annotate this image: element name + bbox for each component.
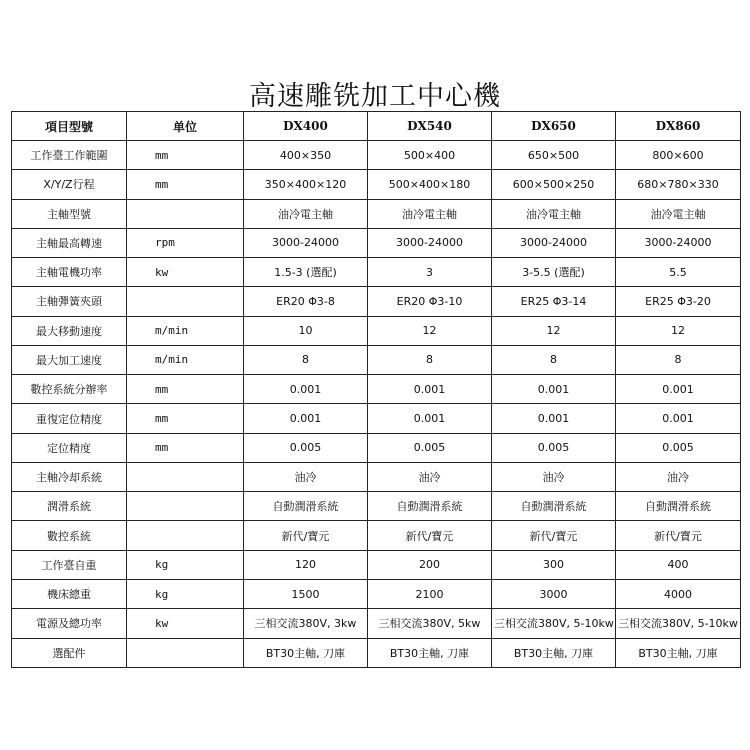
row-value: 三相交流380V, 5kw xyxy=(368,609,492,638)
row-value: 800×600 xyxy=(616,141,741,170)
row-unit: rpm xyxy=(127,228,244,257)
table-row xyxy=(12,579,741,608)
row-value: 0.001 xyxy=(368,404,492,433)
row-label: 最大移動速度 xyxy=(12,316,127,345)
row-value: 680×780×330 xyxy=(616,170,741,199)
row-unit: mm xyxy=(127,375,244,404)
row-value: 3000-24000 xyxy=(244,228,368,257)
row-value: 8 xyxy=(244,345,368,374)
row-value: 5.5 xyxy=(616,258,741,287)
row-value: 350×400×120 xyxy=(244,170,368,199)
row-value: 油冷電主軸 xyxy=(492,199,616,228)
row-value: 油冷 xyxy=(244,462,368,491)
row-value: 三相交流380V, 5-10kw xyxy=(616,609,741,638)
row-value: 0.001 xyxy=(492,375,616,404)
row-value: 0.001 xyxy=(244,375,368,404)
row-value: 新代/寶元 xyxy=(368,521,492,550)
row-label: 主軸彈簧夾頭 xyxy=(12,287,127,316)
row-value: 400×350 xyxy=(244,141,368,170)
table-row xyxy=(12,492,741,521)
table-row xyxy=(12,375,741,404)
row-value: 0.001 xyxy=(492,404,616,433)
row-unit: kw xyxy=(127,258,244,287)
row-label: 定位精度 xyxy=(12,433,127,462)
header-row xyxy=(12,112,741,141)
row-value: 8 xyxy=(616,345,741,374)
table-row xyxy=(12,521,741,550)
row-value: BT30主軸, 刀庫 xyxy=(244,638,368,667)
row-value: 500×400×180 xyxy=(368,170,492,199)
row-unit: mm xyxy=(127,433,244,462)
row-value: ER20 Φ3-8 xyxy=(244,287,368,316)
row-value: 12 xyxy=(492,316,616,345)
row-value: 三相交流380V, 5-10kw xyxy=(492,609,616,638)
row-value: 0.005 xyxy=(492,433,616,462)
row-unit: mm xyxy=(127,141,244,170)
row-value: 油冷電主軸 xyxy=(368,199,492,228)
table-row xyxy=(12,170,741,199)
table-row xyxy=(12,404,741,433)
header-model-dx860: DX860 xyxy=(616,112,741,141)
row-value: 8 xyxy=(368,345,492,374)
row-label: 電源及總功率 xyxy=(12,609,127,638)
row-unit: m/min xyxy=(127,316,244,345)
row-unit xyxy=(127,492,244,521)
row-value: 3000-24000 xyxy=(616,228,741,257)
row-value: 300 xyxy=(492,550,616,579)
row-label: 潤滑系統 xyxy=(12,492,127,521)
row-value: 0.001 xyxy=(368,375,492,404)
row-label: X/Y/Z行程 xyxy=(12,170,127,199)
table-row xyxy=(12,228,741,257)
row-value: 500×400 xyxy=(368,141,492,170)
row-value: 自動潤滑系統 xyxy=(616,492,741,521)
row-value: 600×500×250 xyxy=(492,170,616,199)
spec-table-body xyxy=(12,141,741,668)
row-value: 自動潤滑系統 xyxy=(244,492,368,521)
row-value: 油冷 xyxy=(616,462,741,491)
row-value: 新代/寶元 xyxy=(616,521,741,550)
row-label: 機床總重 xyxy=(12,579,127,608)
table-row xyxy=(12,609,741,638)
row-value: 3000 xyxy=(492,579,616,608)
row-value: 12 xyxy=(368,316,492,345)
row-value: 12 xyxy=(616,316,741,345)
table-row xyxy=(12,550,741,579)
row-value: 4000 xyxy=(616,579,741,608)
row-value: 3 xyxy=(368,258,492,287)
row-value: 3-5.5 (選配) xyxy=(492,258,616,287)
row-label: 重復定位精度 xyxy=(12,404,127,433)
row-value: 三相交流380V, 3kw xyxy=(244,609,368,638)
row-value: ER25 Φ3-20 xyxy=(616,287,741,316)
row-value: 200 xyxy=(368,550,492,579)
table-row xyxy=(12,345,741,374)
header-item: 項目型號 xyxy=(12,112,127,141)
header-model-dx650: DX650 xyxy=(492,112,616,141)
row-unit: m/min xyxy=(127,345,244,374)
table-row xyxy=(12,638,741,667)
table-row xyxy=(12,258,741,287)
row-value: 650×500 xyxy=(492,141,616,170)
row-value: 120 xyxy=(244,550,368,579)
row-value: 自動潤滑系統 xyxy=(368,492,492,521)
row-value: 3000-24000 xyxy=(492,228,616,257)
row-value: ER25 Φ3-14 xyxy=(492,287,616,316)
row-value: 油冷 xyxy=(492,462,616,491)
row-value: 3000-24000 xyxy=(368,228,492,257)
spec-table xyxy=(11,111,741,668)
row-label: 工作臺自重 xyxy=(12,550,127,579)
row-value: 10 xyxy=(244,316,368,345)
row-value: 1500 xyxy=(244,579,368,608)
table-row xyxy=(12,316,741,345)
row-label: 主軸冷却系統 xyxy=(12,462,127,491)
row-label: 主軸最高轉速 xyxy=(12,228,127,257)
row-unit xyxy=(127,287,244,316)
row-value: 新代/寶元 xyxy=(244,521,368,550)
table-row xyxy=(12,141,741,170)
header-model-dx540: DX540 xyxy=(368,112,492,141)
row-value: ER20 Φ3-10 xyxy=(368,287,492,316)
row-unit: kg xyxy=(127,550,244,579)
row-value: 0.005 xyxy=(244,433,368,462)
row-value: BT30主軸, 刀庫 xyxy=(616,638,741,667)
row-unit: kw xyxy=(127,609,244,638)
row-unit xyxy=(127,638,244,667)
header-unit: 单位 xyxy=(127,112,244,141)
row-unit: kg xyxy=(127,579,244,608)
table-row xyxy=(12,462,741,491)
row-unit: mm xyxy=(127,170,244,199)
row-label: 數控系統 xyxy=(12,521,127,550)
row-value: 0.001 xyxy=(616,375,741,404)
row-value: 油冷 xyxy=(368,462,492,491)
row-value: 8 xyxy=(492,345,616,374)
row-label: 主軸型號 xyxy=(12,199,127,228)
row-value: 油冷電主軸 xyxy=(244,199,368,228)
table-row xyxy=(12,199,741,228)
row-label: 數控系統分辦率 xyxy=(12,375,127,404)
table-row xyxy=(12,433,741,462)
row-label: 最大加工速度 xyxy=(12,345,127,374)
header-model-dx400: DX400 xyxy=(244,112,368,141)
row-label: 主軸電機功率 xyxy=(12,258,127,287)
row-value: 1.5-3 (選配) xyxy=(244,258,368,287)
row-value: BT30主軸, 刀庫 xyxy=(492,638,616,667)
row-unit xyxy=(127,199,244,228)
row-unit xyxy=(127,462,244,491)
row-value: 0.001 xyxy=(244,404,368,433)
row-value: 油冷電主軸 xyxy=(616,199,741,228)
row-value: 400 xyxy=(616,550,741,579)
row-value: 新代/寶元 xyxy=(492,521,616,550)
row-label: 工作臺工作範圍 xyxy=(12,141,127,170)
table-row xyxy=(12,287,741,316)
row-unit: mm xyxy=(127,404,244,433)
row-value: 0.005 xyxy=(368,433,492,462)
row-value: 2100 xyxy=(368,579,492,608)
row-unit xyxy=(127,521,244,550)
page-title: 高速雕铣加工中心機 xyxy=(249,81,501,112)
row-value: 0.005 xyxy=(616,433,741,462)
row-value: 0.001 xyxy=(616,404,741,433)
row-label: 選配件 xyxy=(12,638,127,667)
row-value: 自動潤滑系統 xyxy=(492,492,616,521)
row-value: BT30主軸, 刀庫 xyxy=(368,638,492,667)
